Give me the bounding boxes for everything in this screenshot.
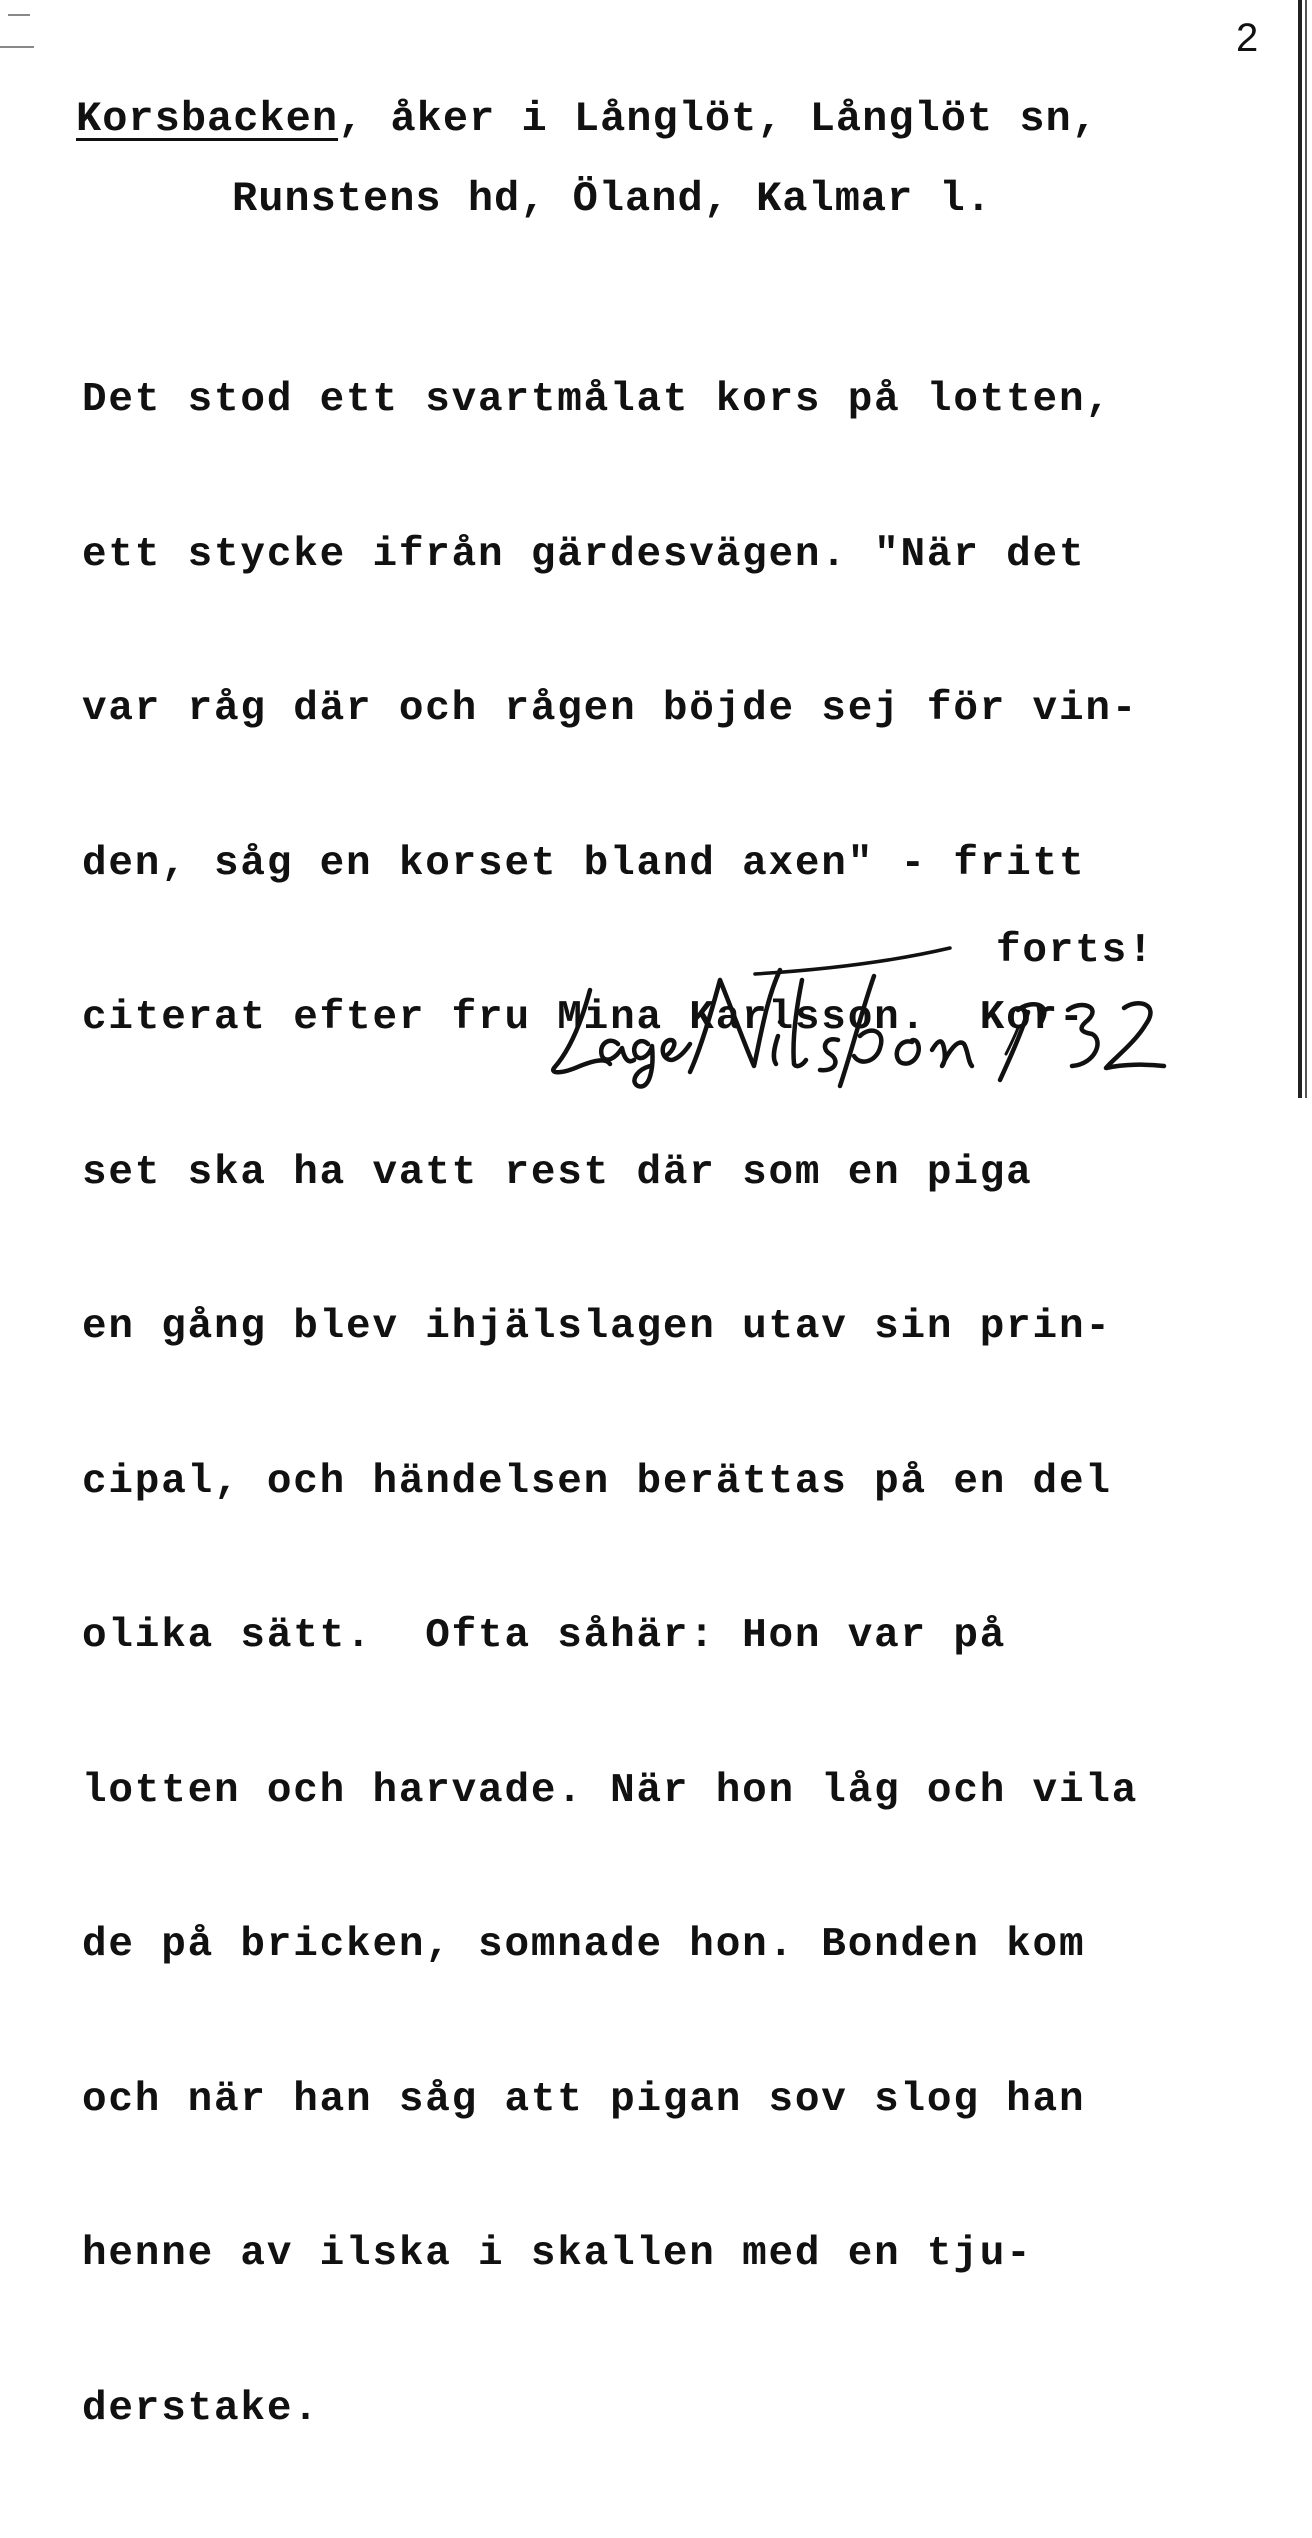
body-line: citerat efter fru Mina Karlsson. Kor- bbox=[82, 995, 1086, 1041]
card-edge-line-secondary bbox=[1305, 0, 1307, 1098]
place-name: Korsbacken bbox=[76, 95, 339, 143]
continued-note: forts! bbox=[996, 928, 1155, 974]
heading-line-2: Runstens hd, Öland, Kalmar l. bbox=[232, 175, 992, 223]
body-line: den, såg en korset bland axen" - fritt bbox=[82, 840, 1086, 887]
body-line: var råg där och rågen böjde sej för vin- bbox=[82, 686, 1139, 732]
body-line: derstake. bbox=[82, 2385, 320, 2432]
body-line: henne av ilska i skallen med en tju- bbox=[82, 2231, 1033, 2277]
body-line: de på bricken, somnade hon. Bonden kom bbox=[82, 1922, 1086, 1968]
body-line: Det stod ett svartmålat kors på lotten, bbox=[82, 377, 1112, 423]
heading-line-1 bbox=[76, 94, 1098, 144]
body-line: olika sätt. Ofta såhär: Hon var på bbox=[82, 1613, 1007, 1659]
body-line: en gång blev ihjälslagen utav sin prin- bbox=[82, 1304, 1112, 1350]
card-edge-line bbox=[1298, 0, 1302, 1098]
body-line: och när han såg att pigan sov slog han bbox=[82, 2076, 1086, 2123]
body-line: set ska ha vatt rest där som en piga bbox=[82, 1149, 1033, 1196]
body-line: cipal, och händelsen berättas på en del bbox=[82, 1458, 1112, 1505]
heading-line-1-rest: , åker i Långlöt, Långlöt sn, bbox=[338, 95, 1098, 143]
scan-speck bbox=[0, 46, 34, 48]
body-line: lotten och harvade. När hon låg och vila bbox=[82, 1767, 1139, 1814]
body-text bbox=[82, 272, 1292, 2538]
handwritten-signature bbox=[540, 940, 1240, 1090]
page-number: 2 bbox=[1236, 16, 1259, 60]
scan-speck bbox=[8, 14, 30, 16]
body-line: ett stycke ifrån gärdesvägen. "När det bbox=[82, 531, 1086, 578]
